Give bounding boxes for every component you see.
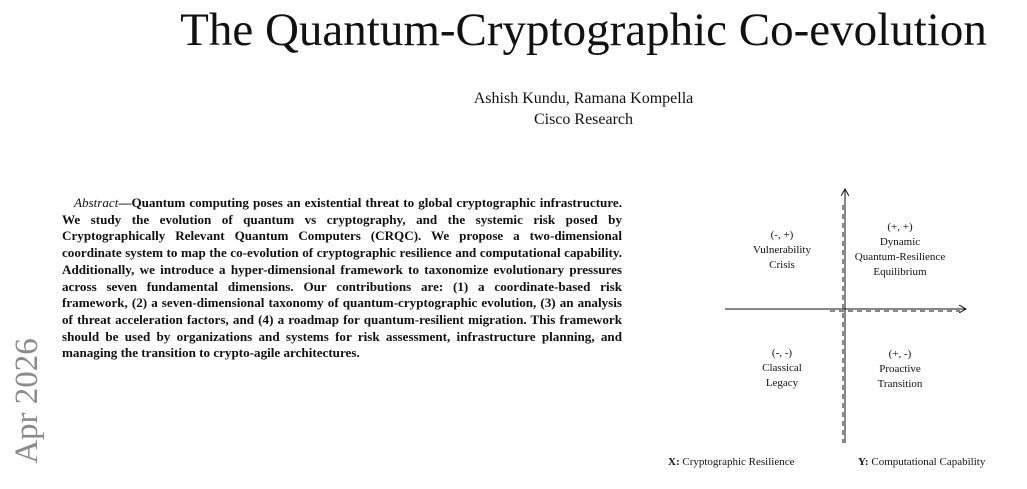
quadrant-bottom-left-line1: Classical	[762, 362, 802, 374]
quadrant-top-right-line2: Quantum-Resilience	[854, 251, 946, 263]
quadrant-bottom-left	[762, 347, 802, 389]
y-axis-name: Computational Capability	[871, 456, 986, 468]
quadrant-top-left	[753, 229, 811, 271]
quadrant-bottom-right-sign: (+, -)	[888, 348, 912, 360]
paper-title: The Quantum-Cryptographic Co-evolution	[180, 4, 987, 56]
quadrant-bottom-right-line1: Proactive	[879, 363, 921, 375]
abstract-heading: Abstract	[74, 195, 119, 210]
quadrant-bottom-right	[878, 348, 923, 390]
quadrant-top-right-sign: (+, +)	[887, 221, 913, 233]
x-axis-name: Cryptographic Resilience	[682, 456, 795, 468]
y-axis-legend	[858, 455, 985, 469]
author-names: Ashish Kundu, Ramana Kompella	[473, 90, 694, 107]
y-axis-key: Y:	[858, 456, 869, 468]
quadrant-diagram	[715, 185, 975, 460]
quadrant-top-left-line1: Vulnerability	[753, 244, 811, 256]
quadrant-top-left-line2: Crisis	[769, 259, 795, 271]
quadrant-top-right	[855, 221, 946, 278]
abstract-body: Quantum computing poses an existential threat to global cryptographic infrastructure. We study the evolution of quantum vs cryptography, and the systemic risk posed by Cryptographically Relevant Quantum Computers (CRQC). We propose a two-dimensional coordinate system to map the co-evolution of cryptographic resilience and computational capability. Additionally, we introduce a hyper-dimensional framework to taxonomize evolutionary pressures across seven fundamental dimensions. Our contributions are: (1) a coordinate-based risk framework, (2) a seven-dimensional taxonomy of quantum-cryptographic evolution, (3) an analysis of threat acceleration factors, and (4) a roadmap for quantum-resilient migration. This framework should be used by organizations and systems for risk assessment, infrastructure planning, and managing the transition to crypto-agile architectures.	[62, 195, 622, 361]
quadrant-top-right-line3: Equilibrium	[873, 266, 927, 278]
quadrant-bottom-right-line2: Transition	[877, 378, 923, 390]
x-axis-key: X:	[668, 456, 680, 468]
quadrant-bottom-left-line2: Legacy	[765, 377, 799, 389]
author-affiliation: Cisco Research	[533, 111, 634, 128]
arxiv-side-stamp: Apr 2026	[9, 338, 45, 464]
quadrant-top-right-line1: Dynamic	[879, 236, 921, 248]
abstract-paragraph	[62, 195, 622, 362]
quadrant-bottom-left-sign: (-, -)	[771, 347, 793, 359]
abstract-dash: —	[118, 195, 132, 210]
x-axis-legend	[668, 455, 794, 469]
quadrant-top-left-sign: (-, +)	[770, 229, 794, 241]
